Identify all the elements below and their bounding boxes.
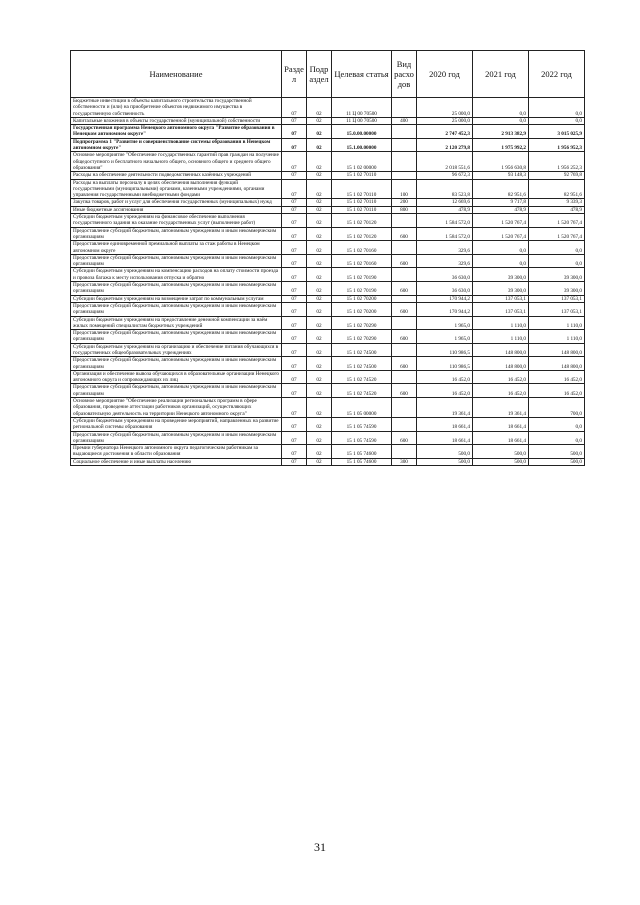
row-expense-type bbox=[392, 316, 417, 330]
row-name: Предоставление единовременной премиальной выплаты за стаж работы в Ненецком автономном округе bbox=[71, 241, 282, 255]
row-name: Субсидии бюджетным учреждениям на проведение мероприятий, направленных на развитие региональной системы образования bbox=[71, 417, 282, 431]
row-section: 07 bbox=[282, 343, 307, 357]
row-name: Субсидии бюджетным учреждениям на возмещение затрат по коммунальным услугам bbox=[71, 295, 282, 302]
table-row bbox=[71, 172, 585, 179]
row-expense-type: 600 bbox=[392, 282, 417, 296]
row-value-2021: 0,0 bbox=[473, 254, 529, 268]
row-subsection: 02 bbox=[307, 227, 332, 241]
row-name: Подпрограмма 1 "Развитие и совершенствование системы образования в Ненецком автономном округе" bbox=[71, 138, 282, 152]
row-section: 07 bbox=[282, 282, 307, 296]
row-section: 07 bbox=[282, 445, 307, 459]
table-row bbox=[71, 458, 585, 465]
row-target: 15 1 02 70160 bbox=[332, 241, 392, 255]
row-value-2022: 16 452,0 bbox=[529, 370, 585, 384]
table-row bbox=[71, 316, 585, 330]
row-value-2021: 0,0 bbox=[473, 117, 529, 124]
header-target: Целевая статья bbox=[332, 51, 392, 98]
row-target: 15 1 02 70110 bbox=[332, 206, 392, 213]
row-subsection: 02 bbox=[307, 125, 332, 139]
row-target: 15 1 05 00000 bbox=[332, 398, 392, 418]
row-value-2022: 478,9 bbox=[529, 206, 585, 213]
row-subsection: 02 bbox=[307, 316, 332, 330]
row-expense-type bbox=[392, 98, 417, 118]
row-subsection: 02 bbox=[307, 417, 332, 431]
row-expense-type bbox=[392, 172, 417, 179]
header-subsection: Подр аздел bbox=[307, 51, 332, 98]
table-row bbox=[71, 357, 585, 371]
row-value-2021: 18 661,4 bbox=[473, 417, 529, 431]
row-section: 07 bbox=[282, 214, 307, 228]
row-target: 15 1 05 74590 bbox=[332, 417, 392, 431]
row-name: Социальное обеспечение и иные выплаты населению bbox=[71, 458, 282, 465]
row-expense-type bbox=[392, 214, 417, 228]
row-value-2020: 19 361,4 bbox=[417, 398, 473, 418]
row-value-2022: 500,0 bbox=[529, 445, 585, 459]
row-expense-type bbox=[392, 398, 417, 418]
row-section: 07 bbox=[282, 384, 307, 398]
row-value-2021: 18 661,4 bbox=[473, 431, 529, 445]
table-row bbox=[71, 330, 585, 344]
row-expense-type bbox=[392, 152, 417, 172]
row-value-2020: 1 584 572,0 bbox=[417, 227, 473, 241]
row-value-2021: 137 053,1 bbox=[473, 295, 529, 302]
row-value-2020: 36 630,0 bbox=[417, 268, 473, 282]
row-value-2020: 170 944,2 bbox=[417, 295, 473, 302]
row-value-2022: 0,0 bbox=[529, 417, 585, 431]
row-subsection: 02 bbox=[307, 138, 332, 152]
row-subsection: 02 bbox=[307, 302, 332, 316]
row-value-2021: 148 800,0 bbox=[473, 357, 529, 371]
row-value-2021: 500,0 bbox=[473, 445, 529, 459]
header-section: Разде л bbox=[282, 51, 307, 98]
row-target: 15 1 02 70200 bbox=[332, 295, 392, 302]
row-subsection: 02 bbox=[307, 282, 332, 296]
row-subsection: 02 bbox=[307, 330, 332, 344]
row-value-2021: 2 913 382,9 bbox=[473, 125, 529, 139]
table-row bbox=[71, 398, 585, 418]
row-value-2020: 18 661,4 bbox=[417, 417, 473, 431]
row-value-2021: 148 800,0 bbox=[473, 343, 529, 357]
row-value-2020: 18 661,4 bbox=[417, 431, 473, 445]
row-subsection: 02 bbox=[307, 152, 332, 172]
row-expense-type: 800 bbox=[392, 206, 417, 213]
row-expense-type bbox=[392, 125, 417, 139]
row-value-2022: 39 300,0 bbox=[529, 268, 585, 282]
row-expense-type: 600 bbox=[392, 330, 417, 344]
row-value-2022: 1 110,0 bbox=[529, 316, 585, 330]
table-row bbox=[71, 241, 585, 255]
budget-table-sheet bbox=[70, 50, 584, 466]
row-value-2021: 39 300,0 bbox=[473, 282, 529, 296]
header-2020: 2020 год bbox=[417, 51, 473, 98]
row-name: Субсидии бюджетным учреждениям на компенсацию расходов на оплату стоимости проезда и провоза багажа к месту использования отпуска и обратно bbox=[71, 268, 282, 282]
row-subsection: 02 bbox=[307, 295, 332, 302]
row-subsection: 02 bbox=[307, 254, 332, 268]
row-value-2020: 36 630,0 bbox=[417, 282, 473, 296]
row-value-2020: 1 965,0 bbox=[417, 316, 473, 330]
row-target: 15 1 05 74600 bbox=[332, 445, 392, 459]
row-subsection: 02 bbox=[307, 445, 332, 459]
row-section: 07 bbox=[282, 357, 307, 371]
table-row bbox=[71, 214, 585, 228]
row-value-2020: 83 523,8 bbox=[417, 179, 473, 199]
row-name: Основное мероприятие "Обеспечение реализации региональных программ в сфере образования, проведение аттестации работников организаций, осуществляющих образовательную деятельность на территории Ненецкого автономного округа" bbox=[71, 398, 282, 418]
header-expense-type: Вид расхо дов bbox=[392, 51, 417, 98]
table-row bbox=[71, 417, 585, 431]
row-name: Предоставление субсидий бюджетным, автономным учреждениям и иным некоммерческим организациям bbox=[71, 254, 282, 268]
row-value-2021: 500,0 bbox=[473, 458, 529, 465]
row-expense-type bbox=[392, 445, 417, 459]
row-name: Предоставление субсидий бюджетным, автономным учреждениям и иным некоммерческим организациям bbox=[71, 227, 282, 241]
row-target: 15.0.00.00000 bbox=[332, 125, 392, 139]
row-section: 07 bbox=[282, 172, 307, 179]
row-subsection: 02 bbox=[307, 117, 332, 124]
row-name: Бюджетные инвестиции в объекты капитального строительства государственной собственности и (или) на приобретение объектов недвижимого имущества в государственную собственность bbox=[71, 98, 282, 118]
row-subsection: 02 bbox=[307, 214, 332, 228]
table-row bbox=[71, 138, 585, 152]
row-value-2021: 9 717,8 bbox=[473, 199, 529, 206]
row-target: 15 1 02 70290 bbox=[332, 316, 392, 330]
row-value-2021: 1 520 767,4 bbox=[473, 214, 529, 228]
row-section: 07 bbox=[282, 370, 307, 384]
table-row bbox=[71, 125, 585, 139]
table-row bbox=[71, 199, 585, 206]
row-value-2020: 16 452,0 bbox=[417, 384, 473, 398]
row-section: 07 bbox=[282, 199, 307, 206]
table-row bbox=[71, 343, 585, 357]
row-name: Расходы на выплаты персоналу в целях обеспечения выполнения функций государственными (муниципальными) органами, казенными учреждениями, органами управления государственными внебюджетными фондами bbox=[71, 179, 282, 199]
row-value-2022: 92 769,8 bbox=[529, 172, 585, 179]
row-section: 07 bbox=[282, 179, 307, 199]
row-value-2021: 478,9 bbox=[473, 206, 529, 213]
row-target: 11 Ц 00 70500 bbox=[332, 117, 392, 124]
row-value-2020: 2 747 452,3 bbox=[417, 125, 473, 139]
row-value-2022: 700,0 bbox=[529, 398, 585, 418]
row-value-2022: 82 951,6 bbox=[529, 179, 585, 199]
row-name: Иные бюджетные ассигнования bbox=[71, 206, 282, 213]
row-section: 07 bbox=[282, 125, 307, 139]
row-subsection: 02 bbox=[307, 241, 332, 255]
row-section: 07 bbox=[282, 458, 307, 465]
row-target: 15 1 02 00000 bbox=[332, 152, 392, 172]
row-value-2022: 148 800,0 bbox=[529, 343, 585, 357]
row-value-2022: 1 520 767,4 bbox=[529, 227, 585, 241]
row-value-2020: 25 000,0 bbox=[417, 98, 473, 118]
table-header-row bbox=[71, 51, 585, 98]
row-subsection: 02 bbox=[307, 206, 332, 213]
row-section: 07 bbox=[282, 241, 307, 255]
table-row bbox=[71, 268, 585, 282]
row-value-2020: 329,6 bbox=[417, 254, 473, 268]
row-section: 07 bbox=[282, 227, 307, 241]
row-section: 07 bbox=[282, 302, 307, 316]
table-row bbox=[71, 295, 585, 302]
row-expense-type bbox=[392, 295, 417, 302]
row-value-2020: 96 672,3 bbox=[417, 172, 473, 179]
row-subsection: 02 bbox=[307, 199, 332, 206]
row-value-2021: 19 361,4 bbox=[473, 398, 529, 418]
row-subsection: 02 bbox=[307, 179, 332, 199]
row-value-2022: 0,0 bbox=[529, 241, 585, 255]
row-subsection: 02 bbox=[307, 357, 332, 371]
row-expense-type: 600 bbox=[392, 384, 417, 398]
table-row bbox=[71, 384, 585, 398]
table-row bbox=[71, 227, 585, 241]
row-name: Основное мероприятие "Обеспечение государственных гарантий прав граждан на получение общедоступного и бесплатного начального общего, основного общего и среднего общего образования" bbox=[71, 152, 282, 172]
row-name: Предоставление субсидий бюджетным, автономным учреждениям и иным некоммерческим организациям bbox=[71, 282, 282, 296]
row-value-2020: 12 669,6 bbox=[417, 199, 473, 206]
row-section: 07 bbox=[282, 254, 307, 268]
row-section: 07 bbox=[282, 117, 307, 124]
row-value-2022: 0,0 bbox=[529, 431, 585, 445]
row-section: 07 bbox=[282, 431, 307, 445]
row-value-2021: 16 452,0 bbox=[473, 370, 529, 384]
row-value-2021: 1 956 630,8 bbox=[473, 152, 529, 172]
row-value-2020: 329,6 bbox=[417, 241, 473, 255]
row-subsection: 02 bbox=[307, 343, 332, 357]
table-row bbox=[71, 302, 585, 316]
row-expense-type bbox=[392, 417, 417, 431]
row-value-2021: 0,0 bbox=[473, 98, 529, 118]
table-row bbox=[71, 445, 585, 459]
row-name: Субсидии бюджетным учреждениям на организацию и обеспечение питания обучающихся в государственных общеобразовательных учреждениях bbox=[71, 343, 282, 357]
row-name: Расходы на обеспечение деятельности подведомственных казённых учреждений bbox=[71, 172, 282, 179]
row-target: 15 1 02 74520 bbox=[332, 370, 392, 384]
row-value-2020: 110 986,5 bbox=[417, 343, 473, 357]
row-section: 07 bbox=[282, 398, 307, 418]
row-value-2022: 1 956 252,3 bbox=[529, 152, 585, 172]
row-name: Предоставление субсидий бюджетным, автономным учреждениям и иным некоммерческим организациям bbox=[71, 357, 282, 371]
row-value-2022: 0,0 bbox=[529, 98, 585, 118]
row-value-2022: 0,0 bbox=[529, 254, 585, 268]
row-value-2020: 500,0 bbox=[417, 445, 473, 459]
table-row bbox=[71, 370, 585, 384]
row-expense-type: 600 bbox=[392, 357, 417, 371]
row-target: 15 1 02 70290 bbox=[332, 330, 392, 344]
table-row bbox=[71, 98, 585, 118]
row-section: 07 bbox=[282, 98, 307, 118]
row-expense-type: 600 bbox=[392, 431, 417, 445]
row-target: 15 1 02 74500 bbox=[332, 357, 392, 371]
row-expense-type: 200 bbox=[392, 199, 417, 206]
row-section: 07 bbox=[282, 138, 307, 152]
row-subsection: 02 bbox=[307, 431, 332, 445]
table-row bbox=[71, 431, 585, 445]
row-value-2020: 500,0 bbox=[417, 458, 473, 465]
row-value-2022: 148 800,0 bbox=[529, 357, 585, 371]
row-name: Субсидии бюджетным учреждениям на финансовое обеспечение выполнения государственного задания на оказание государственных услуг (выполнение работ) bbox=[71, 214, 282, 228]
row-value-2020: 110 986,5 bbox=[417, 357, 473, 371]
budget-table bbox=[70, 50, 585, 466]
row-subsection: 02 bbox=[307, 98, 332, 118]
row-subsection: 02 bbox=[307, 370, 332, 384]
row-target: 15 1 02 70110 bbox=[332, 179, 392, 199]
row-target: 11 Ц 00 70500 bbox=[332, 98, 392, 118]
row-target: 15 1 02 74500 bbox=[332, 343, 392, 357]
row-expense-type: 600 bbox=[392, 227, 417, 241]
row-value-2022: 39 300,0 bbox=[529, 282, 585, 296]
row-target: 15 1 02 70160 bbox=[332, 254, 392, 268]
row-subsection: 02 bbox=[307, 458, 332, 465]
row-value-2021: 1 520 767,4 bbox=[473, 227, 529, 241]
row-value-2021: 1 110,0 bbox=[473, 316, 529, 330]
row-value-2021: 137 053,1 bbox=[473, 302, 529, 316]
row-expense-type: 400 bbox=[392, 117, 417, 124]
table-row bbox=[71, 206, 585, 213]
table-row bbox=[71, 179, 585, 199]
row-section: 07 bbox=[282, 268, 307, 282]
row-target: 15 1 02 70190 bbox=[332, 268, 392, 282]
row-expense-type: 300 bbox=[392, 458, 417, 465]
row-value-2020: 478,9 bbox=[417, 206, 473, 213]
row-name: Закупка товаров, работ и услуг для обеспечения государственных (муниципальных) нужд bbox=[71, 199, 282, 206]
row-value-2022: 1 956 952,3 bbox=[529, 138, 585, 152]
header-name: Наименование bbox=[71, 51, 282, 98]
row-value-2022: 137 053,1 bbox=[529, 295, 585, 302]
row-value-2020: 1 584 572,0 bbox=[417, 214, 473, 228]
row-value-2021: 39 300,0 bbox=[473, 268, 529, 282]
row-target: 15 1 02 70110 bbox=[332, 172, 392, 179]
row-value-2020: 1 965,0 bbox=[417, 330, 473, 344]
row-name: Организация и обеспечение вывоза обучающихся в образовательные организации Ненецкого автономного округа и сопровождающих их лиц bbox=[71, 370, 282, 384]
row-target: 15 1 05 74600 bbox=[332, 458, 392, 465]
table-row bbox=[71, 254, 585, 268]
row-expense-type bbox=[392, 268, 417, 282]
row-name: Предоставление субсидий бюджетным, автономным учреждениям и иным некоммерческим организациям bbox=[71, 302, 282, 316]
row-value-2021: 0,0 bbox=[473, 241, 529, 255]
header-2022: 2022 год bbox=[529, 51, 585, 98]
row-value-2022: 3 015 025,9 bbox=[529, 125, 585, 139]
row-expense-type: 600 bbox=[392, 302, 417, 316]
row-expense-type bbox=[392, 138, 417, 152]
row-expense-type bbox=[392, 343, 417, 357]
row-value-2022: 1 110,0 bbox=[529, 330, 585, 344]
row-value-2021: 16 452,0 bbox=[473, 384, 529, 398]
row-name: Субсидии бюджетным учреждениям на предоставление денежной компенсации за наём жилых помещений специалистам бюджетных учреждений bbox=[71, 316, 282, 330]
row-value-2022: 500,0 bbox=[529, 458, 585, 465]
header-2021: 2021 год bbox=[473, 51, 529, 98]
row-subsection: 02 bbox=[307, 398, 332, 418]
table-body bbox=[71, 98, 585, 466]
table-row bbox=[71, 282, 585, 296]
row-value-2022: 0,0 bbox=[529, 117, 585, 124]
row-section: 07 bbox=[282, 316, 307, 330]
row-subsection: 02 bbox=[307, 384, 332, 398]
row-value-2020: 2 120 279,8 bbox=[417, 138, 473, 152]
row-section: 07 bbox=[282, 417, 307, 431]
row-expense-type: 600 bbox=[392, 254, 417, 268]
row-value-2020: 170 944,2 bbox=[417, 302, 473, 316]
row-value-2022: 137 053,1 bbox=[529, 302, 585, 316]
row-value-2021: 1 110,0 bbox=[473, 330, 529, 344]
row-value-2020: 16 452,0 bbox=[417, 370, 473, 384]
row-expense-type bbox=[392, 370, 417, 384]
row-name: Предоставление субсидий бюджетным, автономным учреждениям и иным некоммерческим организациям bbox=[71, 431, 282, 445]
row-value-2021: 93 148,3 bbox=[473, 172, 529, 179]
row-target: 15.1.00.00000 bbox=[332, 138, 392, 152]
row-target: 15 1 02 70110 bbox=[332, 199, 392, 206]
row-name: Капитальные вложения в объекты государственной (муниципальной) собственности bbox=[71, 117, 282, 124]
row-subsection: 02 bbox=[307, 268, 332, 282]
row-section: 07 bbox=[282, 206, 307, 213]
row-name: Предоставление субсидий бюджетным, автономным учреждениям и иным некоммерческим организациям bbox=[71, 384, 282, 398]
row-expense-type bbox=[392, 241, 417, 255]
row-value-2022: 16 452,0 bbox=[529, 384, 585, 398]
row-section: 07 bbox=[282, 295, 307, 302]
row-value-2021: 82 951,6 bbox=[473, 179, 529, 199]
row-value-2021: 1 975 992,2 bbox=[473, 138, 529, 152]
row-target: 15 1 02 74520 bbox=[332, 384, 392, 398]
row-name: Премии губернатора Ненецкого автономного округа педагогическим работникам за выдающиеся достижения в области образования bbox=[71, 445, 282, 459]
row-name: Государственная программа Ненецкого автономного округа "Развитие образования в Ненецком автономном округе" bbox=[71, 125, 282, 139]
table-row bbox=[71, 152, 585, 172]
row-target: 15 1 05 74590 bbox=[332, 431, 392, 445]
row-target: 15 1 02 70120 bbox=[332, 214, 392, 228]
row-expense-type: 100 bbox=[392, 179, 417, 199]
row-target: 15 1 02 70120 bbox=[332, 227, 392, 241]
row-value-2020: 25 000,0 bbox=[417, 117, 473, 124]
row-section: 07 bbox=[282, 152, 307, 172]
row-name: Предоставление субсидий бюджетным, автономным учреждениям и иным некоммерческим организациям bbox=[71, 330, 282, 344]
row-value-2020: 2 018 551,6 bbox=[417, 152, 473, 172]
row-target: 15 1 02 70200 bbox=[332, 302, 392, 316]
row-target: 15 1 02 70190 bbox=[332, 282, 392, 296]
row-value-2022: 1 520 767,4 bbox=[529, 214, 585, 228]
row-section: 07 bbox=[282, 330, 307, 344]
row-subsection: 02 bbox=[307, 172, 332, 179]
table-row bbox=[71, 117, 585, 124]
row-value-2022: 9 339,3 bbox=[529, 199, 585, 206]
page-number: 31 bbox=[314, 840, 326, 854]
